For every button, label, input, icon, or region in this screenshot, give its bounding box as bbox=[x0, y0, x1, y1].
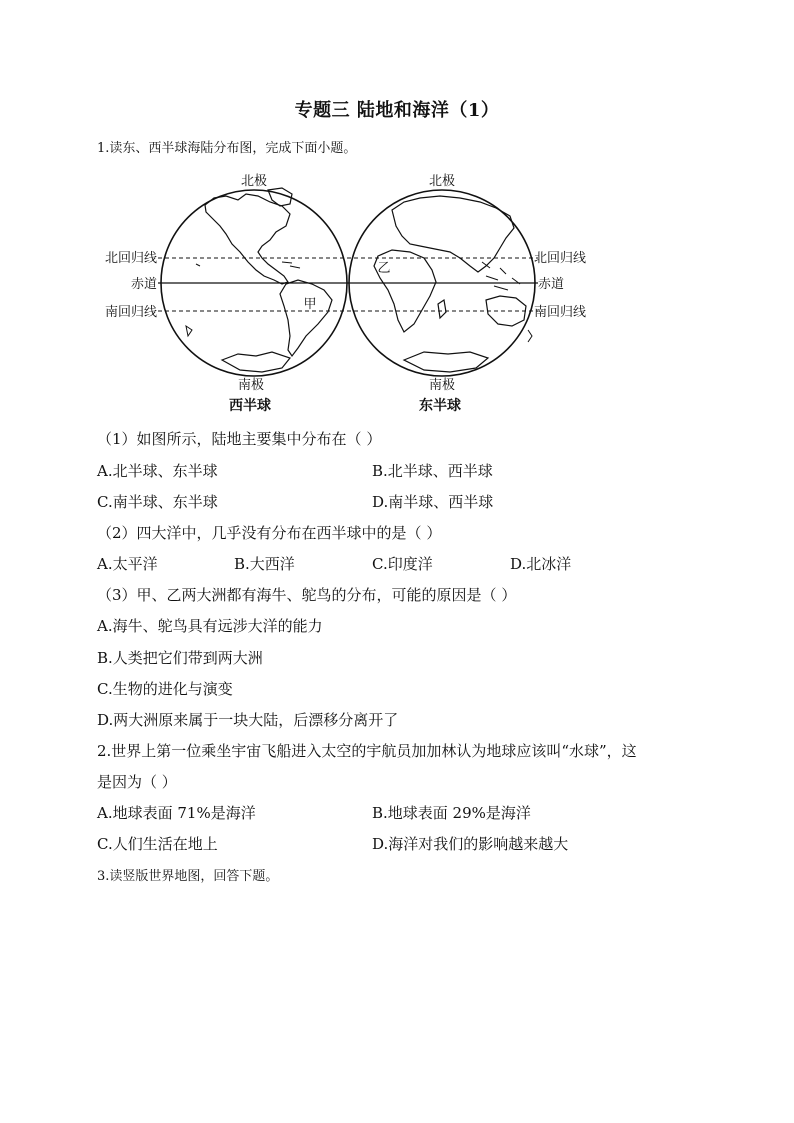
east-tropic-cancer-label: 北回归线 bbox=[534, 251, 587, 266]
question-1-2-option-c[interactable]: C.印度洋 bbox=[372, 555, 433, 573]
east-hemisphere-caption: 东半球 bbox=[419, 398, 461, 414]
question-1-3-option-c[interactable]: C.生物的进化与演变 bbox=[97, 680, 233, 698]
question-1-1-option-c[interactable]: C.南半球、东半球 bbox=[97, 493, 218, 511]
caribbean-islands-shape bbox=[282, 262, 300, 268]
question-2-stem-line-1: 2.世界上第一位乘坐宇宙飞船进入太空的宇航员加加林认为地球应该叫“水球”，这 bbox=[97, 742, 637, 760]
page-title: 专题三 陆地和海洋（1） bbox=[294, 100, 500, 121]
antarctica-west-shape bbox=[222, 352, 290, 372]
question-2-option-c[interactable]: C.人们生活在地上 bbox=[97, 835, 218, 853]
west-tropic-capricorn-label: 南回归线 bbox=[104, 305, 157, 320]
east-north-pole-label: 北极 bbox=[428, 174, 456, 189]
eurasia-shape bbox=[392, 196, 514, 272]
continent-jia-label: 甲 bbox=[303, 297, 317, 312]
question-3-stem: 3.读竖版世界地图，回答下题。 bbox=[97, 869, 279, 884]
hemisphere-map bbox=[0, 0, 794, 430]
question-1-3-option-a[interactable]: A.海牛、鸵鸟具有远涉大洋的能力 bbox=[97, 617, 323, 635]
australia-shape bbox=[486, 296, 526, 326]
question-1-2-stem: （2）四大洋中，几乎没有分布在西半球中的是（ ） bbox=[97, 524, 442, 542]
pacific-islands-shape bbox=[186, 264, 200, 336]
west-equator-label: 赤道 bbox=[130, 277, 157, 292]
question-1-2-option-b[interactable]: B.大西洋 bbox=[234, 555, 295, 573]
west-north-pole-label: 北极 bbox=[240, 174, 268, 189]
question-1-2-option-a[interactable]: A.太平洋 bbox=[97, 555, 158, 573]
question-1-1-option-d[interactable]: D.南半球、西半球 bbox=[372, 493, 494, 511]
new-zealand-shape bbox=[528, 330, 532, 342]
question-1-1-option-a[interactable]: A.北半球、东半球 bbox=[97, 462, 218, 480]
north-america-shape bbox=[205, 194, 290, 284]
question-1-3-option-d[interactable]: D.两大洲原来属于一块大陆，后漂移分离开了 bbox=[97, 711, 399, 729]
question-2-option-a[interactable]: A.地球表面 71%是海洋 bbox=[97, 804, 256, 822]
west-south-pole-label: 南极 bbox=[237, 378, 265, 393]
east-tropic-capricorn-label: 南回归线 bbox=[534, 305, 587, 320]
question-1-2-option-d[interactable]: D.北冰洋 bbox=[510, 555, 572, 573]
west-hemisphere-caption: 西半球 bbox=[229, 398, 271, 414]
madagascar-shape bbox=[438, 300, 446, 318]
question-1-1-option-b[interactable]: B.北半球、西半球 bbox=[372, 462, 493, 480]
question-1-stem: 1.读东、西半球海陆分布图，完成下面小题。 bbox=[97, 141, 357, 156]
east-south-pole-label: 南极 bbox=[428, 378, 456, 393]
southeast-asia-islands-shape bbox=[482, 262, 520, 290]
question-1-3-stem: （3）甲、乙两大洲都有海牛、鸵鸟的分布，可能的原因是（ ） bbox=[97, 586, 517, 604]
question-1-1-stem: （1）如图所示，陆地主要集中分布在（ ） bbox=[97, 430, 382, 448]
west-tropic-cancer-label: 北回归线 bbox=[104, 251, 157, 266]
question-2-option-b[interactable]: B.地球表面 29%是海洋 bbox=[372, 804, 531, 822]
continent-yi-label: 乙 bbox=[377, 261, 391, 276]
question-2-stem-line-2: 是因为（ ） bbox=[97, 773, 177, 791]
east-equator-label: 赤道 bbox=[538, 277, 565, 292]
question-2-option-d[interactable]: D.海洋对我们的影响越来越大 bbox=[372, 835, 569, 853]
question-1-3-option-b[interactable]: B.人类把它们带到两大洲 bbox=[97, 649, 263, 667]
